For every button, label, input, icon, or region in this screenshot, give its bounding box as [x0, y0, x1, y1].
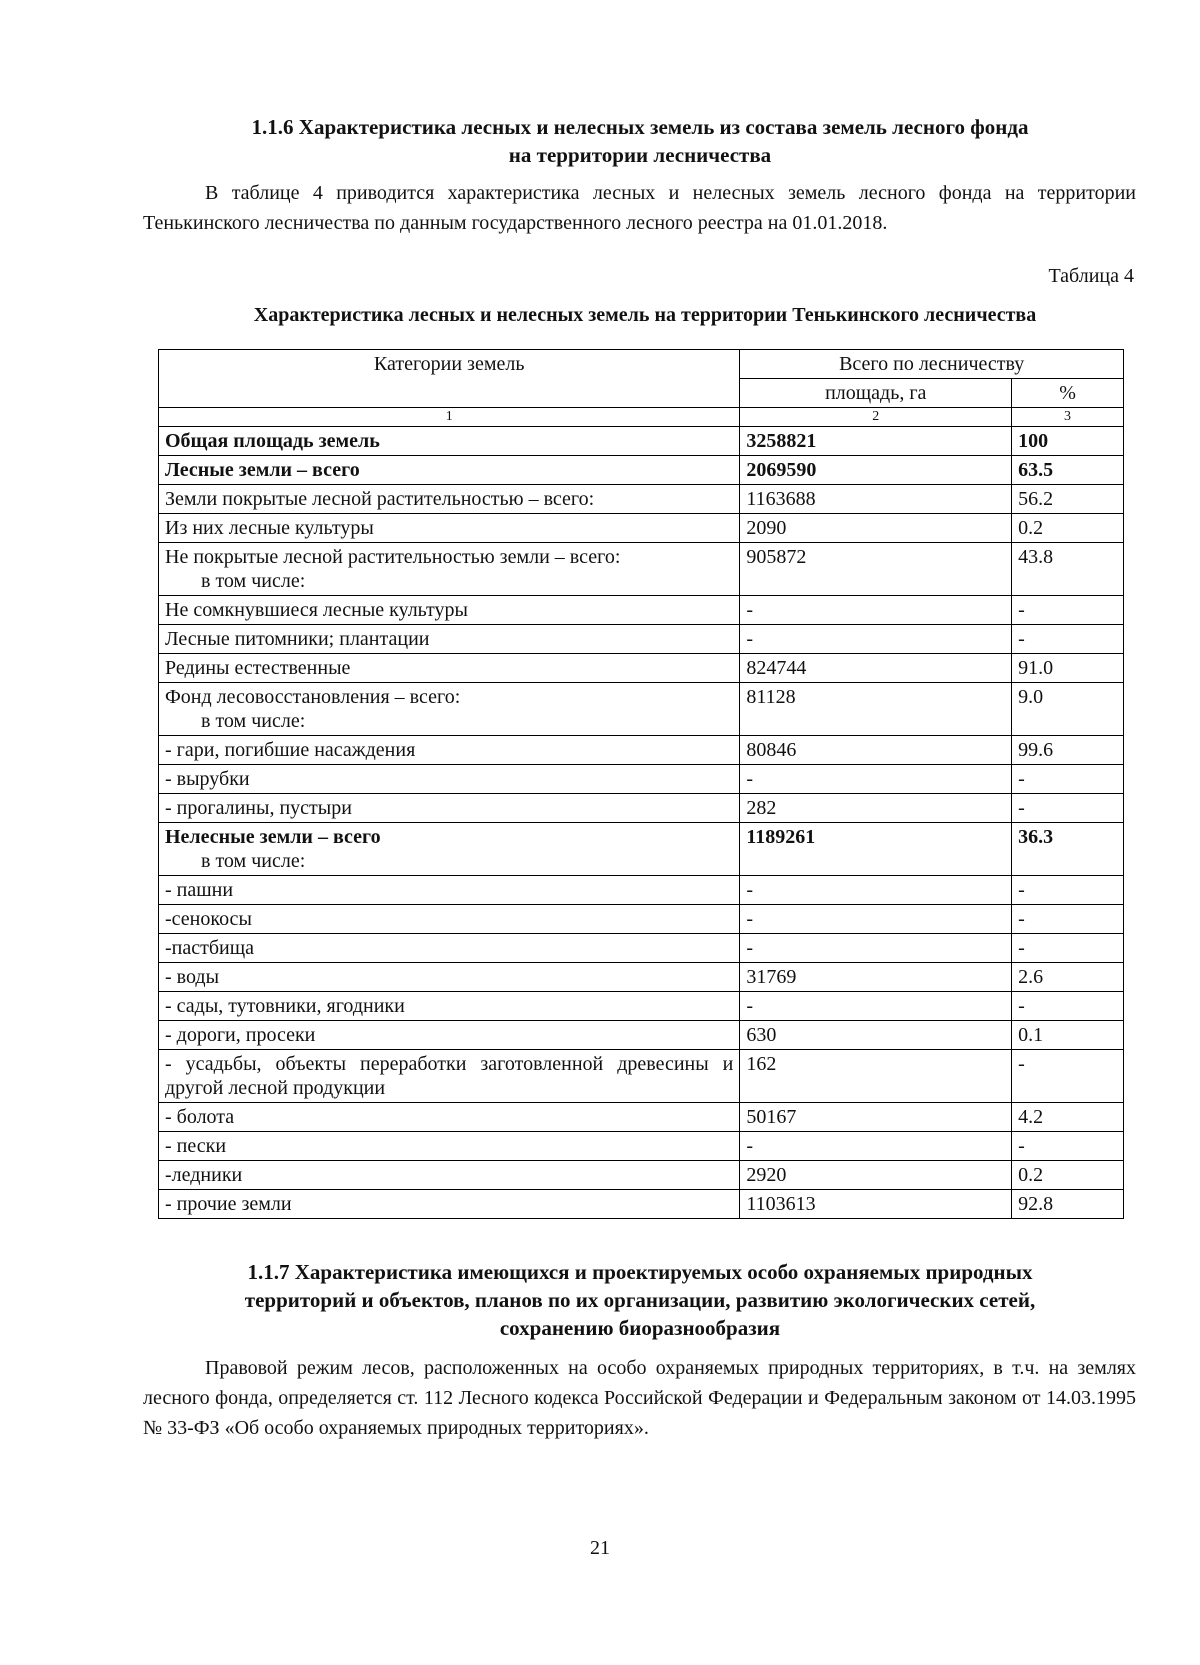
- row-category: Лесные земли – всего: [159, 456, 740, 485]
- row-category: - болота: [159, 1103, 740, 1132]
- row-percent: 63.5: [1012, 456, 1124, 485]
- row-area: 1103613: [740, 1190, 1012, 1219]
- row-percent: 99.6: [1012, 736, 1124, 765]
- row-area: -: [740, 934, 1012, 963]
- section-title-line: сохранению биоразнообразия: [499, 1316, 781, 1340]
- row-percent: -: [1012, 596, 1124, 625]
- row-area: 905872: [740, 543, 1012, 596]
- row-subcaption: в том числе:: [201, 570, 306, 592]
- row-category: - сады, тутовники, ягодники: [159, 992, 740, 1021]
- section-title-1-1-7: [160, 1258, 1120, 1342]
- table-row: [159, 765, 1124, 794]
- row-category: Не сомкнувшиеся лесные культуры: [159, 596, 740, 625]
- row-category-cell: [159, 543, 740, 596]
- table-row: [159, 427, 1124, 456]
- row-percent: 0.2: [1012, 1161, 1124, 1190]
- row-category: -пастбища: [159, 934, 740, 963]
- table-row: [159, 1132, 1124, 1161]
- row-category: Земли покрытые лесной растительностью – всего:: [159, 485, 740, 514]
- table-row: [159, 823, 1124, 876]
- row-category: -ледники: [159, 1161, 740, 1190]
- row-percent: -: [1012, 794, 1124, 823]
- table-row: [159, 543, 1124, 596]
- row-percent: -: [1012, 765, 1124, 794]
- table-row: [159, 683, 1124, 736]
- row-percent: 91.0: [1012, 654, 1124, 683]
- table-row: [159, 794, 1124, 823]
- row-percent: -: [1012, 1132, 1124, 1161]
- table-row: [159, 596, 1124, 625]
- table-row: [159, 1021, 1124, 1050]
- table-row: [159, 905, 1124, 934]
- row-area: 2090: [740, 514, 1012, 543]
- table-title: Характеристика лесных и нелесных земель на территории Тенькинского лесничества: [253, 304, 1037, 326]
- column-number: 2: [740, 408, 1012, 427]
- row-category-cell: [159, 823, 740, 876]
- row-category: - воды: [159, 963, 740, 992]
- column-number: 1: [159, 408, 740, 427]
- table-row: [159, 625, 1124, 654]
- row-area: 824744: [740, 654, 1012, 683]
- row-percent: 0.1: [1012, 1021, 1124, 1050]
- table-row: [159, 992, 1124, 1021]
- row-area: 282: [740, 794, 1012, 823]
- row-category: Лесные питомники; плантации: [159, 625, 740, 654]
- row-area: 1163688: [740, 485, 1012, 514]
- row-subcaption: в том числе:: [201, 710, 306, 732]
- row-area: 80846: [740, 736, 1012, 765]
- header-area: площадь, га: [740, 379, 1012, 408]
- row-category: - вырубки: [159, 765, 740, 794]
- row-area: -: [740, 1132, 1012, 1161]
- table-row: [159, 1161, 1124, 1190]
- row-percent: 4.2: [1012, 1103, 1124, 1132]
- row-percent: -: [1012, 905, 1124, 934]
- row-category: - прочие земли: [159, 1190, 740, 1219]
- row-area: -: [740, 992, 1012, 1021]
- row-area: 162: [740, 1050, 1012, 1103]
- table-row: [159, 485, 1124, 514]
- section-title-line: 1.1.6 Характеристика лесных и нелесных земель из состава земель лесного фонда: [251, 115, 1029, 139]
- row-area: 31769: [740, 963, 1012, 992]
- row-category: - усадьбы, объекты переработки заготовленной древесины и другой лесной продукции: [159, 1050, 740, 1103]
- row-area: -: [740, 596, 1012, 625]
- table-row: [159, 963, 1124, 992]
- legal-paragraph-text: Правовой режим лесов, расположенных на особо охраняемых природных территориях, в т.ч. на землях лесного фонда, определяется ст. 112 Лесного кодекса Российской Федерации и Федеральным законом от 14.03.1995 № 33-ФЗ «Об особо охраняемых природных территориях».: [143, 1357, 1136, 1439]
- row-percent: 9.0: [1012, 683, 1124, 736]
- row-area: 50167: [740, 1103, 1012, 1132]
- row-category: - дороги, просеки: [159, 1021, 740, 1050]
- row-category: - прогалины, пустыри: [159, 794, 740, 823]
- table-row: [159, 876, 1124, 905]
- row-percent: -: [1012, 1050, 1124, 1103]
- intro-paragraph-text: В таблице 4 приводится характеристика лесных и нелесных земель лесного фонда на территории Тенькинского лесничества по данным государственного лесного реестра на 01.01.2018.: [143, 182, 1136, 234]
- column-number-row: [159, 408, 1124, 427]
- table-row: [159, 1103, 1124, 1132]
- row-percent: 56.2: [1012, 485, 1124, 514]
- row-percent: -: [1012, 934, 1124, 963]
- table-row: [159, 654, 1124, 683]
- row-category: Редины естественные: [159, 654, 740, 683]
- intro-paragraph: [143, 178, 1136, 238]
- row-area: 630: [740, 1021, 1012, 1050]
- row-category-cell: [159, 683, 740, 736]
- section-title-line: на территории лесничества: [508, 143, 772, 167]
- row-percent: 2.6: [1012, 963, 1124, 992]
- row-area: 1189261: [740, 823, 1012, 876]
- table-row: [159, 1190, 1124, 1219]
- row-category: -сенокосы: [159, 905, 740, 934]
- header-total: Всего по лесничеству: [740, 350, 1124, 379]
- row-percent: 43.8: [1012, 543, 1124, 596]
- row-percent: -: [1012, 876, 1124, 905]
- row-percent: 100: [1012, 427, 1124, 456]
- table-label: Таблица 4: [1048, 265, 1134, 287]
- section-title-1-1-6: [160, 113, 1120, 169]
- row-percent: 0.2: [1012, 514, 1124, 543]
- row-category: - пески: [159, 1132, 740, 1161]
- legal-paragraph: [143, 1353, 1136, 1443]
- table-row: [159, 514, 1124, 543]
- section-title-line: 1.1.7 Характеристика имеющихся и проектируемых особо охраняемых природных: [247, 1260, 1033, 1284]
- row-area: -: [740, 905, 1012, 934]
- column-number: 3: [1012, 408, 1124, 427]
- row-area: 81128: [740, 683, 1012, 736]
- row-area: -: [740, 765, 1012, 794]
- page-number: 21: [590, 1537, 610, 1559]
- row-percent: -: [1012, 992, 1124, 1021]
- row-category: Из них лесные культуры: [159, 514, 740, 543]
- row-category: Нелесные земли – всего: [165, 826, 381, 848]
- row-percent: 36.3: [1012, 823, 1124, 876]
- header-category: Категории земель: [159, 350, 740, 408]
- row-category: - пашни: [159, 876, 740, 905]
- table-header-row: [159, 350, 1124, 379]
- row-area: 2920: [740, 1161, 1012, 1190]
- row-category: Общая площадь земель: [159, 427, 740, 456]
- table-row: [159, 1050, 1124, 1103]
- header-percent: %: [1012, 379, 1124, 408]
- row-area: 3258821: [740, 427, 1012, 456]
- row-area: 2069590: [740, 456, 1012, 485]
- row-category: - гари, погибшие насаждения: [159, 736, 740, 765]
- row-percent: -: [1012, 625, 1124, 654]
- section-title-line: территорий и объектов, планов по их организации, развитию экологических сетей,: [244, 1288, 1036, 1312]
- table-row: [159, 934, 1124, 963]
- land-characteristics-table: [158, 349, 1124, 1219]
- row-area: -: [740, 876, 1012, 905]
- row-category: Фонд лесовосстановления – всего:: [165, 686, 461, 708]
- table-row: [159, 736, 1124, 765]
- row-area: -: [740, 625, 1012, 654]
- row-percent: 92.8: [1012, 1190, 1124, 1219]
- row-subcaption: в том числе:: [201, 850, 306, 872]
- row-category: Не покрытые лесной растительностью земли – всего:: [165, 546, 621, 568]
- table-row: [159, 456, 1124, 485]
